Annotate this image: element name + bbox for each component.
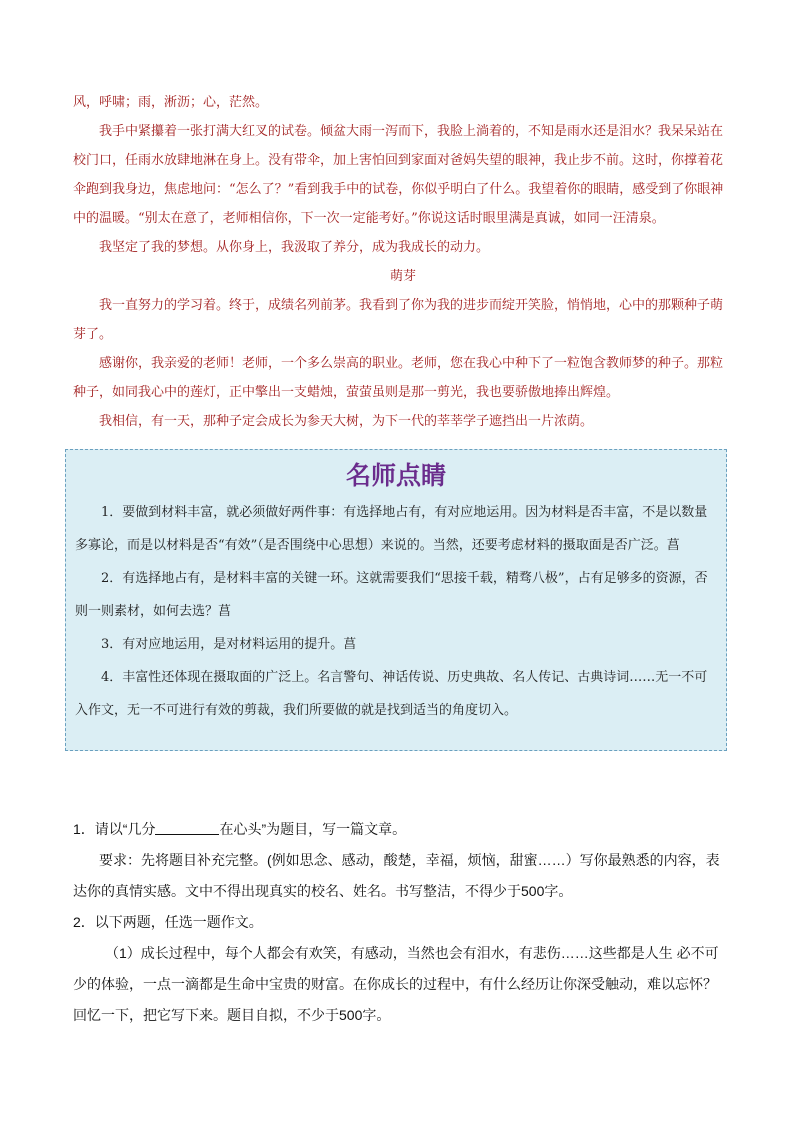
tip-item: 1．要做到材料丰富，就必须做好两件事：有选择地占有，有对应地运用。因为材料是否丰富，不是以数量多寡论，而是以材料是否“有效”（是否围绕中心思想）来说的。当然，还要考虑材料的摄取面是否广泛。菖 — [75, 505, 708, 553]
essay-paragraph: 我手中紧攥着一张打满大红叉的试卷。倾盆大雨一泻而下，我脸上淌着的，不知是雨水还是泪水？我呆呆站在校门口，任雨水放肆地淋在身上。没有带伞，加上害怕回到家面对爸妈失望的眼神，我止步不前。这时，你撑着花伞跑到我身边，焦虑地问：“怎么了？”看到我手中的试卷，你似乎明白了什么。我望着你的眼睛，感受到了你眼神中的温暖。“别太在意了，老师相信你，下一次一定能考好。”你说这话时眼里满是真诚，如同一汪清泉。 — [73, 124, 724, 226]
exercises-section — [73, 814, 733, 1031]
question-1-prefix: 1．请以“几分 — [73, 821, 156, 837]
question-2-option-1-cont: 回忆一下，把它写下来。题目自拟，不少于500字。 — [73, 1007, 391, 1023]
essay-paragraph: 我相信，有一天，那种子定会成长为参天大树，为下一代的莘莘学子遮挡出一片浓荫。 — [99, 414, 594, 429]
question-1-suffix: 在心头”为题目，写一篇文章。 — [219, 821, 407, 837]
fill-in-blank — [155, 818, 219, 835]
tip-item: 2．有选择地占有，是材料丰富的关键一环。这就需要我们“思接千载，精骛八极”，占有足够多的资源，否则一则素材，如何去选？菖 — [75, 571, 708, 619]
model-essay — [73, 88, 733, 436]
question-1-requirement-cont: 达你的真情实感。文中不得出现真实的校名、姓名。书写整洁，不得少于500字。 — [73, 883, 573, 899]
tips-title: 名师点睛 — [345, 461, 446, 490]
question-1 — [73, 814, 733, 845]
teacher-tips-box — [65, 449, 727, 751]
essay-section-subtitle: 萌芽 — [389, 269, 416, 284]
tips-list — [66, 496, 726, 727]
essay-paragraph: 我坚定了我的梦想。从你身上，我汲取了养分，成为我成长的动力。 — [99, 240, 490, 255]
essay-paragraph: 我一直努力的学习着。终于，成绩名列前茅。我看到了你为我的进步而绽开笑脸，悄悄地，心中的那颗种子萌芽了。 — [73, 298, 724, 342]
question-2-option-1-cont: 少的体验，一点一滴都是生命中宝贵的财富。在你成长的过程中，有什么经历让你深受触动，难以忘怀？ — [73, 976, 717, 992]
question-2: 2．以下两题，任选一题作文。 — [73, 914, 263, 930]
tip-item: 3．有对应地运用，是对材料运用的提升。菖 — [101, 637, 357, 652]
question-1-requirement: 要求：先将题目补充完整。(例如思念、感动，酸楚，幸福，烦恼，甜蜜……）写你最熟悉的内容，表 — [99, 852, 720, 868]
essay-opening-line: 风，呼啸；雨，淅沥；心，茫然。 — [73, 95, 269, 110]
tip-item: 4．丰富性还体现在摄取面的广泛上。名言警句、神话传说、历史典故、名人传记、古典诗词……无一不可入作文，无一不可进行有效的剪裁，我们所要做的就是找到适当的角度切入。 — [75, 670, 708, 718]
question-2-option-1: （1）成长过程中，每个人都会有欢笑，有感动，当然也会有泪水，有悲伤……这些都是人生 必不可 — [105, 945, 719, 961]
essay-paragraph: 感谢你，我亲爱的老师！老师，一个多么崇高的职业。老师，您在我心中种下了一粒饱含教师梦的种子。那粒种子，如同我心中的莲灯，正中擎出一支蜡烛，萤萤虽则是那一剪光，我也要骄傲地捧出辉煌。 — [73, 356, 724, 400]
